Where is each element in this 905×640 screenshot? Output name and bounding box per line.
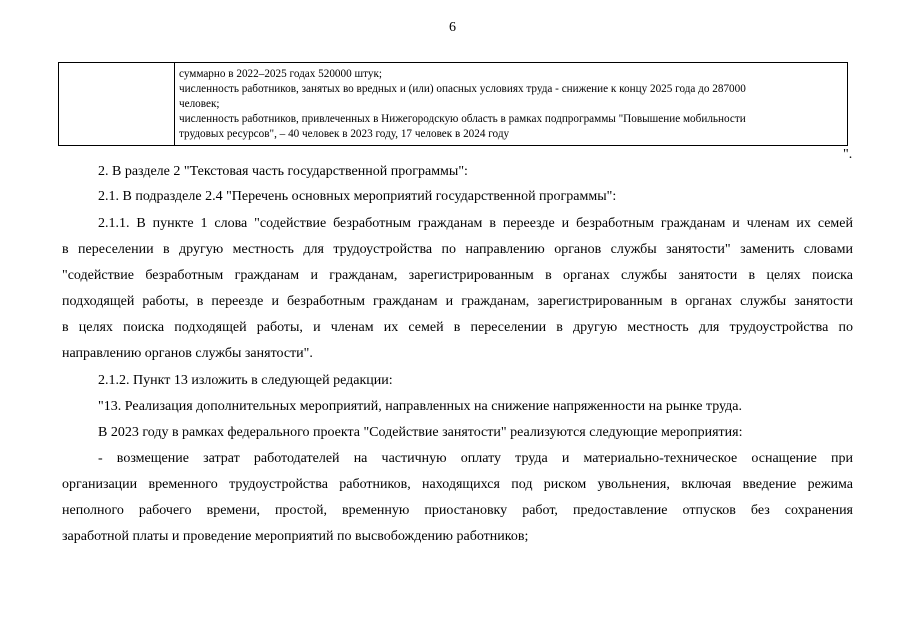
table-column-divider [174,63,175,145]
paragraph-line: неполного рабочего времени, простой, временную приостановку работ, предоставление отпусков без сохранения [62,503,853,518]
table-line: трудовых ресурсов", – 40 человек в 2023 году, 17 человек в 2024 году [179,128,510,140]
paragraph-line: заработной платы и проведение мероприятий по высвобождению работников; [62,529,529,544]
table-line: численность работников, привлеченных в Нижегородскую область в рамках подпрограммы "Повышение мобильности [179,113,746,125]
paragraph-line: "13. Реализация дополнительных мероприятий, направленных на снижение напряженности на рынке труда. [98,399,742,414]
paragraph-line: подходящей работы, в переезде и безработным гражданам и гражданам, зарегистрированным в органах службы занятости [62,294,853,309]
paragraph-line: организации временного трудоустройства работников, находящихся под риском увольнения, включая введение режима [62,477,853,492]
paragraph-line: 2.1.1. В пункте 1 слова "содействие безработным гражданам в переезде и безработным гражданам и членам их семей [98,216,853,231]
table-line: человек; [179,98,220,110]
paragraph-line: В 2023 году в рамках федерального проекта "Содействие занятости" реализуются следующие мероприятия: [98,425,743,440]
paragraph-line: 2. В разделе 2 "Текстовая часть государственной программы": [98,164,468,179]
paragraph-line: направлению органов службы занятости". [62,346,313,361]
paragraph-line: "содействие безработным гражданам и гражданам, зарегистрированным в органах службы занятости в целях поиска [62,268,853,283]
table [58,62,848,146]
table-line: численность работников, занятых во вредных и (или) опасных условиях труда - снижение к концу 2025 года до 287000 [179,83,746,95]
table-line: суммарно в 2022–2025 годах 520000 штук; [179,68,382,80]
table-cell [179,67,845,142]
paragraph-line: в переселении в другую местность для трудоустройства по направлению органов службы занятости" заменить словами [62,242,853,257]
paragraph-line: - возмещение затрат работодателей на частичную оплату труда и материально-техническое оснащение при [98,451,853,466]
paragraph-line: 2.1.2. Пункт 13 изложить в следующей редакции: [98,373,393,388]
closing-quote: ". [843,147,853,162]
page-number: 6 [449,20,456,35]
paragraph-line: в целях поиска подходящей работы, и членам их семей в переселении в другую местность для трудоустройства по [62,320,853,335]
paragraph-line: 2.1. В подразделе 2.4 "Перечень основных мероприятий государственной программы": [98,189,617,204]
